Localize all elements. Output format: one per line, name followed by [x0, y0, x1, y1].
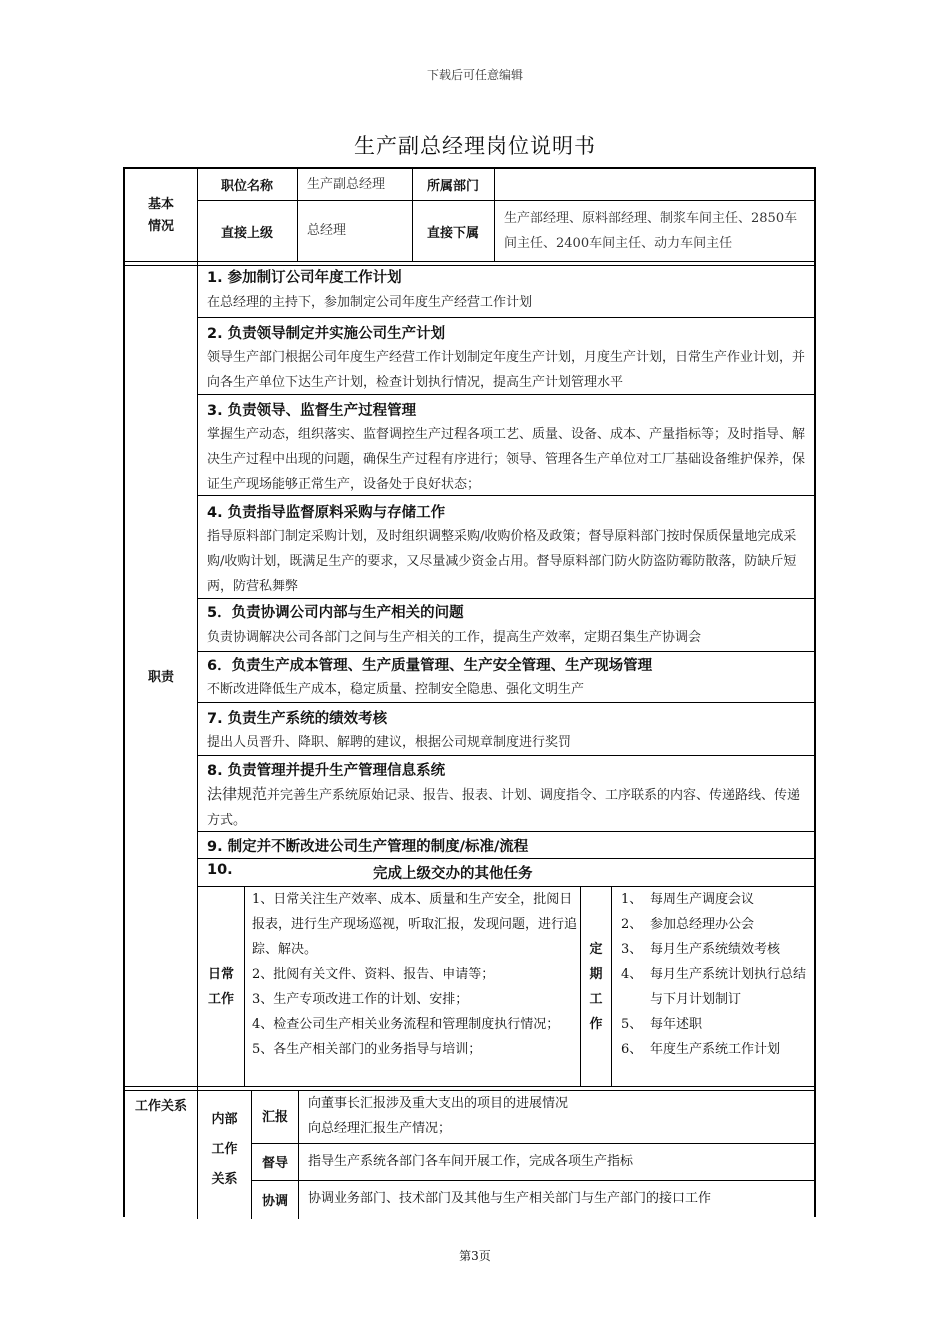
department-label: 所属部门 [426, 179, 479, 194]
position-value: 生产副总经理 [307, 177, 386, 192]
document-title: 生产副总经理岗位说明书 [354, 134, 596, 158]
duty-item-3: 3. 负责领导、监督生产过程管理 掌握生产动态，组织落实、监督调控生产过程各项工艺、质量、设备、成本、产量指标等；及时指导、解决生产过程中出现的问题，确保生产过程有序进行；领导、管理各生产单位对工厂基础设备维护保养，保证生产现场能够正常生产，设备处于良好状态； [207, 403, 806, 492]
superior-value: 总经理 [307, 223, 347, 238]
subordinate-label: 直接下属 [426, 225, 479, 241]
duty-item-4: 4. 负责指导监督原料采购与存储工作 指导原料部门制定采购计划，及时组织调整采购/收购价格及政策；督导原料部门按时保质保量地完成采购/收购计划，既满足生产的要求，又尽量减少资金占用。督导原料部门防火防盗防霉防散落，防缺斤短两，防营私舞弊 [207, 505, 797, 594]
duty-item-7: 7. 负责生产系统的绩效考核 提出人员晋升、降职、解聘的建议，根据公司规章制度进行奖罚 [207, 711, 572, 750]
duty-item-10: 10. 完成上级交办的其他任务 [207, 862, 533, 882]
relation-text-supervise: 指导生产系统各部门各车间开展工作，完成各项生产指标 [308, 1154, 634, 1169]
duty-item-8: 8. 负责管理并提升生产管理信息系统 法律规范并完善生产系统原始记录、报告、报表、计划、调度指令、工序联系的内容、传递路线、传递方式。 [207, 763, 801, 828]
duty-item-6: 6．负责生产成本管理、生产质量管理、生产安全管理、生产现场管理 不断改进降低生产成本，稳定质量、控制安全隐患、强化文明生产 [207, 658, 653, 697]
position-label: 职位名称 [220, 179, 273, 194]
superior-label: 直接上级 [220, 225, 273, 241]
department-value [504, 172, 804, 200]
basic-section-label: 基本情况 [147, 196, 174, 234]
duty-item-2: 2. 负责领导制定并实施公司生产计划 领导生产部门根据公司年度生产经营工作计划制定年度生产计划，月度生产计划，日常生产作业计划，并向各生产单位下达生产计划，检查计划执行情况，提高生产计划管理水平 [207, 326, 806, 390]
relations-section-label: 工作关系 [134, 1099, 187, 1114]
daily-work-label: 日常工作 [207, 966, 234, 1007]
header-note: 下载后可任意编辑 [426, 68, 523, 82]
internal-relations-label: 内部工作关系 [211, 1112, 238, 1187]
duty-item-1: 1. 参加制订公司年度工作计划 在总经理的主持下，参加制定公司年度生产经营工作计划 [207, 270, 533, 310]
relation-label-supervise: 督导 [261, 1155, 288, 1171]
duty-item-5: 5．负责协调公司内部与生产相关的问题 负责协调解决公司各部门之间与生产相关的工作，提高生产效率，定期召集生产协调会 [207, 605, 702, 645]
page-number: 第3页 [459, 1249, 491, 1263]
duties-section-label: 职责 [147, 669, 174, 685]
periodic-work-list: 1、 每周生产调度会议 2、 参加总经理办公会 3、 每月生产系统绩效考核 4、 每月生产系统计划执行总结与下月计划制订 5、 每年述职 6、 年度生产系统工作计划 [621, 892, 807, 1057]
relation-label-coordinate: 协调 [261, 1193, 288, 1209]
job-description-table [123, 167, 816, 1217]
periodic-work-label: 定期工作 [589, 941, 603, 1032]
duty-item-9: 9. 制定并不断改进公司生产管理的制度/标准/流程 [207, 839, 529, 855]
daily-work-list: 1、日常关注生产效率、成本、质量和生产安全，批阅日报表，进行生产现场巡视，听取汇报，发现问题，进行追踪、解决。 2、批阅有关文件、资料、报告、申请等； 3、生产专项改进工作的计划、安排； 4、检查公司生产相关业务流程和管理制度执行情况； 5、各生产相关部门的业务指导与培训； [252, 892, 578, 1057]
relation-text-report: 向董事长汇报涉及重大支出的项目的进展情况 向总经理汇报生产情况； [308, 1096, 569, 1136]
body-lead-text: 法律规范 [207, 785, 268, 803]
relation-text-coordinate: 协调业务部门、技术部门及其他与生产相关部门与生产部门的接口工作 [308, 1191, 712, 1206]
relation-label-report: 汇报 [261, 1109, 288, 1125]
subordinate-value: 生产部经理、原料部经理、制浆车间主任、2850车间主任、2400车间主任、动力车间主任 [504, 211, 798, 251]
